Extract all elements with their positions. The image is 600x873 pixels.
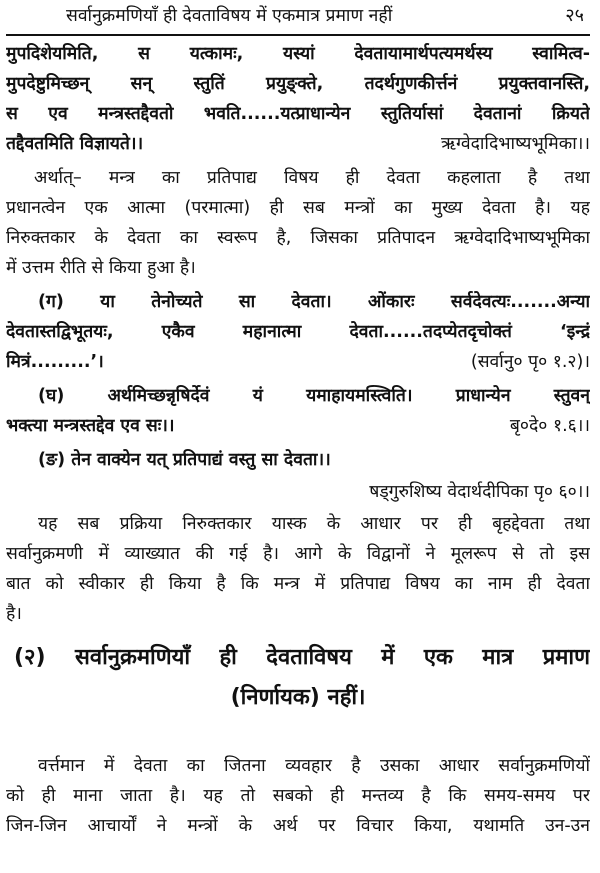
paragraph-line: अर्थात्– मन्त्र का प्रतिपाद्य विषय ही देवता कहलाता है तथा [34,168,590,188]
quote-line: (ङ) तेन वाक्येन यत् प्रतिपाद्यं वस्तु सा देवता।। [38,450,331,470]
sanskrit-line [6,130,590,158]
section-heading-continued: (निर्णायक) नहीं। [230,685,366,710]
section-heading: (२) सर्वानुक्रमणियाँ ही देवताविषय में एक मात्र प्रमाण [14,645,590,670]
paragraph-line: निरुक्तकार के देवता का स्वरूप है, जिसका प्रतिपादन ऋग्वेदादिभाष्यभूमिका [6,228,590,248]
quote-line: (घ) अर्थमिच्छन्नृषिर्देवं यं यमाहायमस्त्विति। प्राधान्येन स्तुवन् [38,386,590,406]
citation-source: (सर्वानु० पृ० १.२)। [470,352,590,372]
page-number: २५ [565,5,584,26]
paragraph-line: को ही माना जाता है। यह तो सबको ही मन्तव्य है कि समय-समय पर [6,786,590,806]
citation-source: ऋग्वेदादिभाष्यभूमिका।। [441,134,590,154]
citation-source: बृ०दे० १.६।। [509,416,590,436]
paragraph-line: यह सब प्रक्रिया निरुक्तकार यास्क के आधार पर ही बृहद्देवता तथा [38,514,590,534]
paragraph-line: वर्त्तमान में देवता का जितना व्यवहार है उसका आधार सर्वानुक्रमणियों [38,756,590,776]
quote-text: भक्त्या मन्त्रस्तद्देव एव सः।। [6,416,175,436]
paragraph-line: में उत्तम रीति से किया हुआ है। [6,258,196,278]
quote-line [6,348,590,376]
quote-line: देवतास्तद्विभूतयः, एकैव महानात्मा देवता......तदप्येतदृचोक्तं ‘इन्द्रं [6,322,590,342]
paragraph-line: प्रधानत्वेन एक आत्मा (परमात्मा) ही सब मन्त्रों का मुख्य देवता है। यह [6,198,590,218]
paragraph-line: बात को स्वीकार ही किया है कि मन्त्र में प्रतिपाद्य विषय का नाम ही देवता [6,574,590,594]
paragraph-line: जिन-जिन आचार्यों ने मन्त्रों के अर्थ पर विचार किया, यथामति उन-उन [6,816,590,836]
sanskrit-line: मुपदेष्टुमिच्छन् सन् स्तुतिं प्रयुङ्क्ते, तदर्थगुणकीर्त्तनं प्रयुक्तवानस्ति, [6,74,590,94]
citation-source: षड्गुरुशिष्य वेदार्थदीपिका पृ० ६०।। [369,482,590,502]
paragraph-line: सर्वानुक्रमणी में व्याख्यात की गई है। आगे के विद्वानों ने मूलरूप से तो इस [6,544,590,564]
sanskrit-line: स एव मन्त्रस्तद्दैवतो भवति......यत्प्राधान्येन स्तुतिर्यासां देवतानां क्रियते [6,104,590,124]
sanskrit-line: मुपदिशेयमिति, स यत्कामः, यस्यां देवतायामार्थपत्यमर्थस्य स्वामित्व- [6,44,590,64]
sanskrit-text: तद्दैवतमिति विज्ञायते।। [6,134,144,154]
quote-line: (ग) या तेनोच्यते सा देवता। ओंकारः सर्वदेवत्यः.......अन्या [38,292,590,312]
running-header [6,0,590,36]
quote-line [6,412,590,440]
quote-text: मित्रं.........’। [6,352,104,372]
paragraph-line: है। [6,604,22,624]
running-title: सर्वानुक्रमणियाँ ही देवताविषय में एकमात्र प्रमाण नहीं [66,6,393,26]
